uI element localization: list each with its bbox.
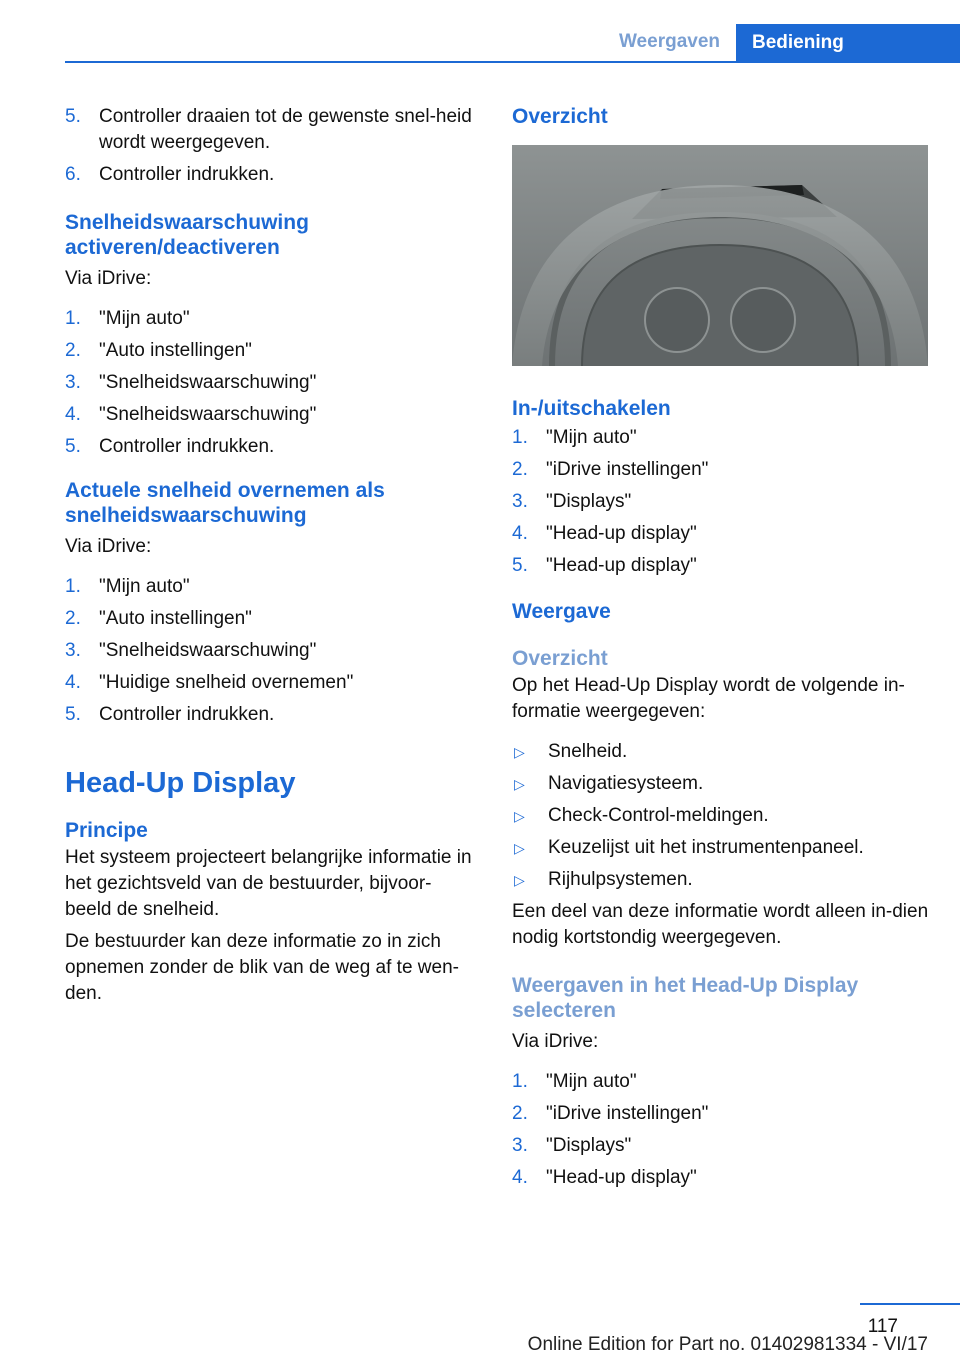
step-text: "iDrive instellingen" (546, 459, 709, 480)
step-number: 1. (65, 308, 81, 329)
bullet-text: Rijhulpsystemen. (548, 869, 693, 890)
list-item (512, 803, 930, 829)
list-item (65, 306, 477, 332)
current-speed-steps (65, 574, 477, 728)
step-number: 3. (65, 372, 81, 393)
list-item (65, 606, 477, 632)
list-item (65, 338, 477, 364)
edition-footer: Online Edition for Part no. 01402981334 - VI/17 (527, 1334, 928, 1355)
display-after-para: Een deel van deze informatie wordt alleen in-dien nodig kortstondig weergegeven. (512, 901, 929, 948)
switch-heading: In-/uitschakelen (512, 397, 671, 420)
speed-warning-heading: Snelheidswaarschuwing activeren/deactiveren (65, 211, 309, 259)
switch-steps (512, 425, 930, 579)
intro-steps (65, 104, 477, 188)
select-steps (512, 1069, 930, 1191)
triangle-bullet-icon: ▷ (514, 776, 525, 792)
triangle-bullet-icon: ▷ (514, 744, 525, 760)
select-heading: Weergaven in het Head-Up Display selecteren (512, 974, 859, 1022)
triangle-bullet-icon: ▷ (514, 872, 525, 888)
step-number: 2. (512, 1103, 528, 1124)
step-text: "Auto instellingen" (99, 340, 252, 361)
step-text: Controller indrukken. (99, 704, 275, 725)
step-text: Controller indrukken. (99, 436, 275, 457)
list-item (512, 1133, 930, 1159)
step-text: "Head-up display" (546, 555, 697, 576)
list-item (65, 162, 477, 188)
footer-rule (860, 1303, 960, 1305)
step-number: 3. (512, 1135, 528, 1156)
overview-heading: Overzicht (512, 105, 608, 128)
step-text: "Mijn auto" (546, 1071, 637, 1092)
step-number: 5. (65, 704, 81, 725)
bullet-text: Snelheid. (548, 741, 628, 762)
step-number: 5. (512, 555, 528, 576)
step-text: "Snelheidswaarschuwing" (99, 372, 317, 393)
step-text: "Head-up display" (546, 523, 697, 544)
display-subheading: Overzicht (512, 647, 608, 670)
bullet-text: Navigatiesysteem. (548, 773, 704, 794)
current-speed-via: Via iDrive: (65, 536, 152, 557)
step-number: 3. (65, 640, 81, 661)
step-number: 1. (65, 576, 81, 597)
speed-warning-steps (65, 306, 477, 460)
bullet-text: Keuzelijst uit het instrumentenpaneel. (548, 837, 864, 858)
principle-para-2: De bestuurder kan deze informatie zo in zich opnemen zonder de blik van de weg af te wen-den. (65, 931, 459, 1004)
list-item (512, 867, 930, 893)
list-item (512, 1069, 930, 1095)
step-number: 2. (512, 459, 528, 480)
display-heading: Weergave (512, 600, 611, 623)
step-text: Controller indrukken. (99, 164, 275, 185)
step-text: "iDrive instellingen" (546, 1103, 709, 1124)
list-item (512, 521, 930, 547)
page-number: 117 (867, 1316, 898, 1337)
step-number: 1. (512, 427, 528, 448)
principle-heading: Principe (65, 819, 148, 842)
step-number: 4. (65, 404, 81, 425)
step-text: "Snelheidswaarschuwing" (99, 640, 317, 661)
step-number: 2. (65, 608, 81, 629)
select-via: Via iDrive: (512, 1031, 599, 1052)
dashboard-image (512, 145, 928, 366)
tab-bediening[interactable]: Bediening (736, 24, 960, 62)
step-number: 6. (65, 164, 81, 185)
list-item (512, 739, 930, 765)
list-item (512, 425, 930, 451)
step-number: 5. (65, 436, 81, 457)
triangle-bullet-icon: ▷ (514, 840, 525, 856)
step-text: "Auto instellingen" (99, 608, 252, 629)
list-item (65, 434, 477, 460)
list-item (512, 835, 930, 861)
step-text: "Head-up display" (546, 1167, 697, 1188)
list-item (65, 402, 477, 428)
dashboard-illustration (512, 145, 928, 366)
list-item (65, 370, 477, 396)
display-para: Op het Head-Up Display wordt de volgende in-formatie weergegeven: (512, 675, 905, 722)
step-text: "Mijn auto" (99, 576, 190, 597)
step-number: 4. (512, 1167, 528, 1188)
right-column (512, 104, 930, 1197)
list-item (512, 1101, 930, 1127)
list-item (512, 457, 930, 483)
step-number: 4. (512, 523, 528, 544)
step-number: 4. (65, 672, 81, 693)
step-text: "Snelheidswaarschuwing" (99, 404, 317, 425)
step-number: 3. (512, 491, 528, 512)
step-number: 2. (65, 340, 81, 361)
list-item (512, 489, 930, 515)
speed-warning-via: Via iDrive: (65, 268, 152, 289)
list-item (65, 104, 477, 156)
tab-weergaven[interactable]: Weergaven (618, 31, 720, 52)
step-text: "Mijn auto" (99, 308, 190, 329)
header-rule (65, 61, 960, 63)
step-number: 1. (512, 1071, 528, 1092)
step-text: "Huidige snelheid overnemen" (99, 672, 354, 693)
triangle-bullet-icon: ▷ (514, 808, 525, 824)
list-item (65, 702, 477, 728)
display-bullets (512, 739, 930, 893)
hud-title: Head-Up Display (65, 767, 296, 799)
step-text: "Displays" (546, 1135, 632, 1156)
list-item (65, 638, 477, 664)
list-item (512, 771, 930, 797)
step-text: "Displays" (546, 491, 632, 512)
bullet-text: Check-Control-meldingen. (548, 805, 769, 826)
list-item (65, 670, 477, 696)
left-column (65, 104, 477, 1007)
step-text: "Mijn auto" (546, 427, 637, 448)
list-item (512, 1165, 930, 1191)
step-text: Controller draaien tot de gewenste snel-heid wordt weergegeven. (99, 106, 472, 153)
current-speed-heading: Actuele snelheid overnemen als snelheidswaarschuwing (65, 479, 385, 527)
list-item (65, 574, 477, 600)
principle-para-1: Het systeem projecteert belangrijke informatie in het gezichtsveld van de bestuurder, bijvoor-beeld de snelheid. (65, 847, 472, 920)
list-item (512, 553, 930, 579)
step-number: 5. (65, 106, 81, 127)
